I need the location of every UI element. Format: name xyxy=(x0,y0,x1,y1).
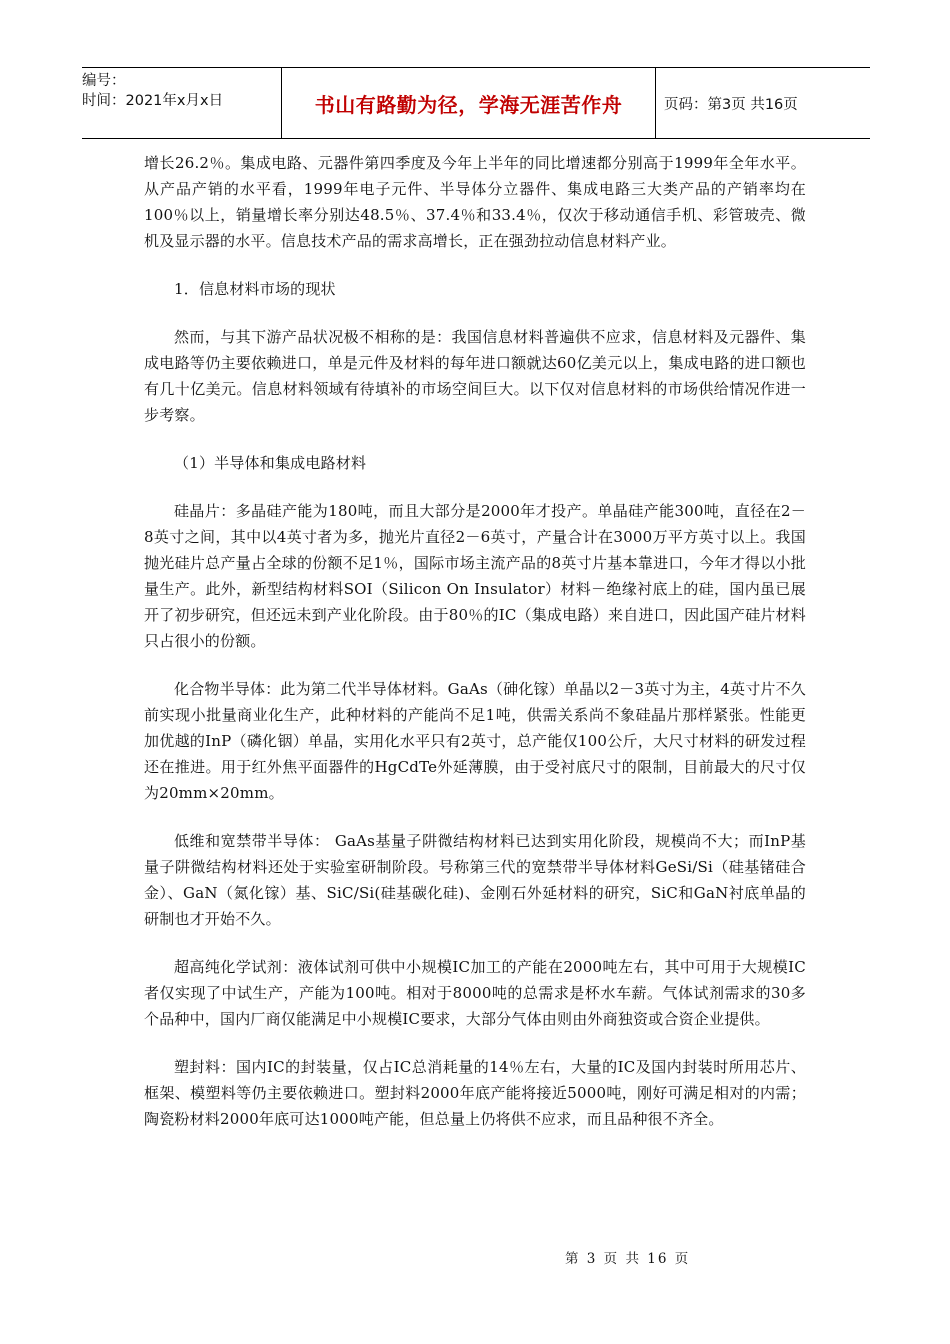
page-header xyxy=(82,67,870,139)
body-paragraph: 然而，与其下游产品状况极不相称的是：我国信息材料普遍供不应求，信息材料及元器件、集成电路等仍主要依赖进口，单是元件及材料的每年进口额就达60亿美元以上，集成电路的进口额也有几十亿美元。信息材料领域有待填补的市场空间巨大。以下仅对信息材料的市场供给情况作进一步考察。 xyxy=(144,328,806,424)
document-number-label: 编号： xyxy=(82,73,126,89)
body-paragraph: 化合物半导体：此为第二代半导体材料。GaAs（砷化镓）单晶以2－3英寸为主，4英寸片不久前实现小批量商业化生产，此种材料的产能尚不足1吨，供需关系尚不象硅晶片那样紧张。性能更加优越的InP（磷化铟）单晶，实用化水平只有2英寸，总产能仅100公斤，大尺寸材料的研发过程还在推进。用于红外焦平面器件的HgCdTe外延薄膜，由于受衬底尺寸的限制，目前最大的尺寸仅为20mm×20mm。 xyxy=(144,680,806,802)
page-footer: 第 3 页 共 16 页 xyxy=(565,1251,691,1267)
header-meta xyxy=(82,68,282,138)
body-paragraph: 低维和宽禁带半导体： GaAs基量子阱微结构材料已达到实用化阶段，规模尚不大；而InP基量子阱微结构材料还处于实验室研制阶段。号称第三代的宽禁带半导体材料GeSi/Si（硅基锗硅合金）、GaN（氮化镓）基、SiC/Si(硅基碳化硅)、金刚石外延材料的研究，SiC和GaN衬底单晶的研制也才开始不久。 xyxy=(144,832,806,928)
document-date: 时间：2021年x月x日 xyxy=(82,93,224,109)
body-paragraph: 增长26.2％。集成电路、元器件第四季度及今年上半年的同比增速都分别高于1999年全年水平。从产品产销的水平看，1999年电子元件、半导体分立器件、集成电路三大类产品的产销率均在100％以上，销量增长率分别达48.5％、37.4％和33.4％，仅次于移动通信手机、彩管玻壳、微机及显示器的水平。信息技术产品的需求高增长，正在强劲拉动信息材料产业。 xyxy=(144,154,806,250)
section-heading: 1．信息材料市场的现状 xyxy=(174,280,336,298)
body-paragraph: 超高纯化学试剂：液体试剂可供中小规模IC加工的产能在2000吨左右，其中可用于大规模IC者仅实现了中试生产，产能为100吨。相对于8000吨的总需求是杯水车薪。气体试剂需求的30多个品种中，国内厂商仅能满足中小规模IC要求，大部分气体由则由外商独资或合资企业提供。 xyxy=(144,958,806,1028)
body-paragraph: 塑封料：国内IC的封装量，仅占IC总消耗量的14％左右，大量的IC及国内封装时所用芯片、框架、模塑料等仍主要依赖进口。塑封料2000年底产能将接近5000吨，刚好可满足相对的内需；陶瓷粉材料2000年底可达1000吨产能，但总量上仍将供不应求，而且品种很不齐全。 xyxy=(144,1058,806,1128)
document-body xyxy=(144,150,806,1154)
subsection-heading: （1）半导体和集成电路材料 xyxy=(174,454,367,472)
body-paragraph: 硅晶片：多晶硅产能为180吨，而且大部分是2000年才投产。单晶硅产能300吨，直径在2－8英寸之间，其中以4英寸者为多，抛光片直径2－6英寸，产量合计在3000万平方英寸以上。我国抛光硅片总产量占全球的份额不足1％，国际市场主流产品的8英寸片基本靠进口，今年才得以小批量生产。此外，新型结构材料SOI（Silicon On Insulator）材料－绝缘衬底上的硅，国内虽已展开了初步研究，但还远未到产业化阶段。由于80％的IC（集成电路）来自进口，因此国产硅片材料只占很小的份额。 xyxy=(144,502,806,650)
header-motto: 书山有路勤为径，学海无涯苦作舟 xyxy=(282,68,656,138)
header-page-info: 页码：第3页 共16页 xyxy=(664,96,798,113)
